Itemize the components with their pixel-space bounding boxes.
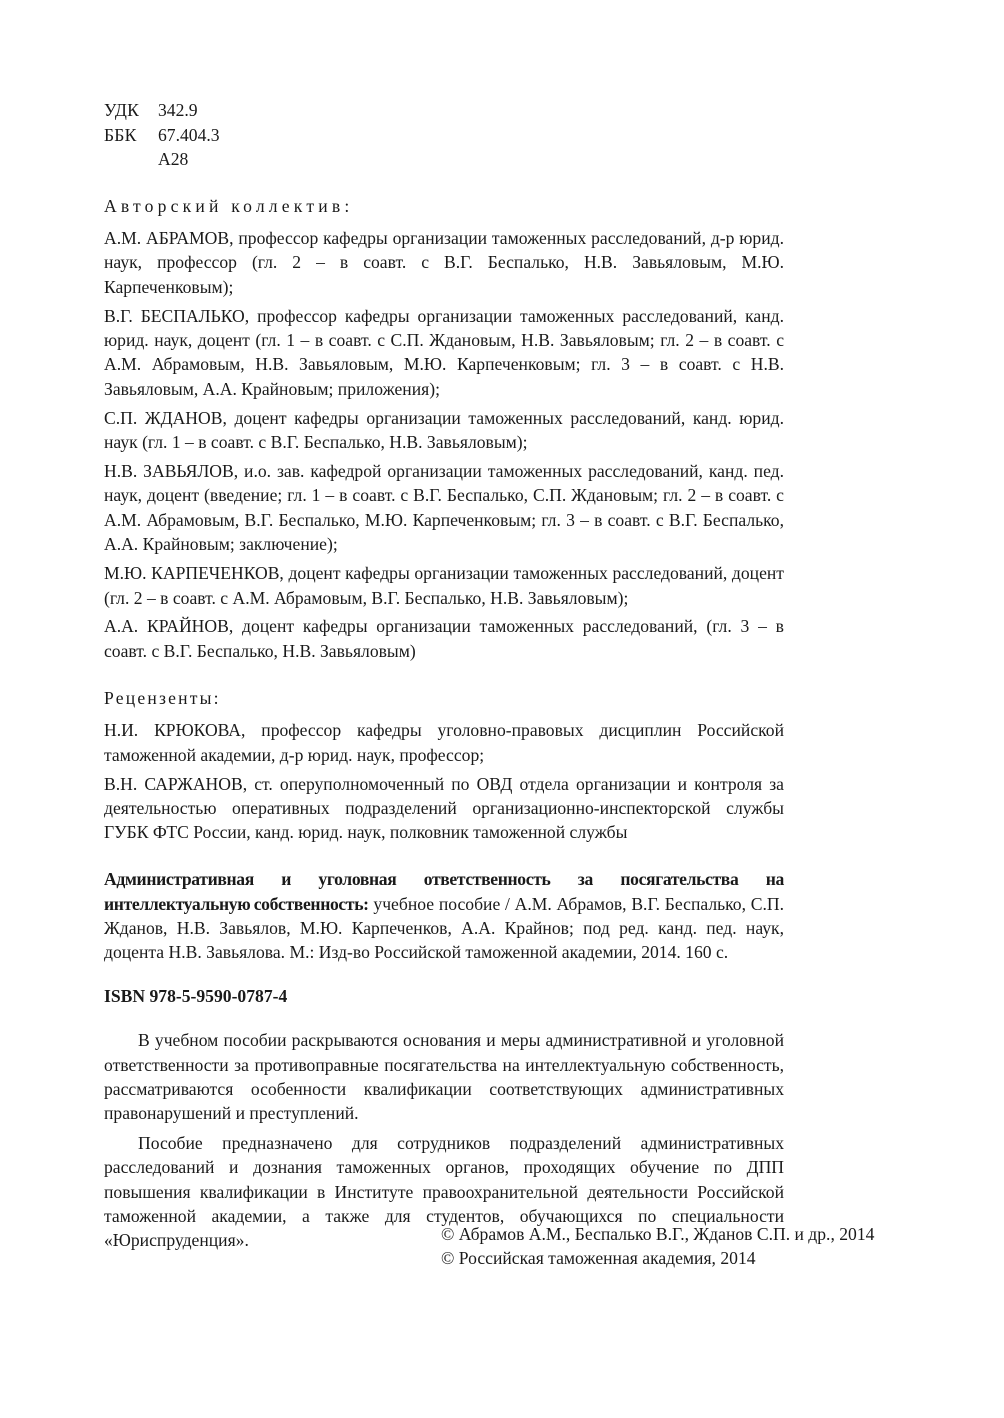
annotation-paragraph: Пособие предназначено для сотрудников подразделений административных расследований и дознания таможенных органов, проходящих обучение по ДПП повышения квалификации в Институте правоохранительной деятельности Российской таможенной академии, а также для студентов, обучающихся по специальности «Юриспруденция». — [104, 1132, 784, 1251]
authors-list — [104, 226, 784, 663]
author-entry: А.А. КРАЙНОВ, доцент кафедры организации таможенных расследований, (гл. 3 – в соавт. с В.Г. Беспалько, Н.В. Завьяловым) — [104, 616, 784, 661]
book-description: учебное пособие / А.М. Абрамов, В.Г. Беспалько, С.П. Жданов, Н.В. Завьялов, М.Ю. Карпеченков, А.А. Крайнов; под ред. канд. пед. наук, доцента Н.В. Завьялова. М.: Изд-во Российской таможенной академии, 2014. 160 с. — [104, 893, 784, 963]
code-value: 342.9 — [158, 100, 198, 120]
udc-code — [104, 98, 784, 123]
copyright-authors: © Абрамов А.М., Беспалько В.Г., Жданов С.П. и др., 2014 — [441, 1224, 875, 1244]
author-mark — [104, 147, 784, 172]
spacer — [104, 668, 784, 686]
copyright-block — [441, 1222, 874, 1271]
title-page-back — [104, 98, 784, 1258]
authors-heading: Авторский коллектив: — [104, 195, 354, 216]
reviewer-entry: В.Н. САРЖАНОВ, ст. оперуполномоченный по ОВД отдела организации и контроля за деятельностью оперативных подразделений организационно-инспекторской службы ГУБК ФТС России, канд. юрид. наук, полковник таможенной службы — [104, 773, 784, 843]
reviewers-list — [104, 718, 784, 845]
code-label: ББК — [104, 124, 137, 145]
code-label — [104, 147, 158, 172]
isbn: ISBN 978-5-9590-0787-4 — [104, 985, 288, 1006]
reviewer-entry: Н.И. КРЮКОВА, профессор кафедры уголовно-правовых дисциплин Российской таможенной академии, д-р юрид. наук, профессор; — [104, 720, 784, 765]
author-entry: Н.В. ЗАВЬЯЛОВ, и.о. зав. кафедрой организации таможенных расследований, канд. пед. наук, доцент (введение; гл. 1 – в соавт. с В.Г. Беспалько, С.П. Ждановым; гл. 2 – в соавт. с А.М. Абрамовым, В.Г. Беспалько, М.Ю. Карпеченковым; гл. 3 – в соавт. с В.Г. Беспалько, А.А. Крайновым; заключение); — [104, 461, 784, 555]
author-entry: В.Г. БЕСПАЛЬКО, профессор кафедры организации таможенных расследований, канд. юрид. наук, доцент (гл. 1 – в соавт. с С.П. Ждановым, Н.В. Завьяловым; гл. 2 – в соавт. с А.М. Абрамовым, Н.В. Завьяловым, М.Ю. Карпеченковым; гл. 3 – в соавт. с Н.В. Завьяловым, А.А. Крайновым; приложения); — [104, 305, 784, 399]
author-entry: М.Ю. КАРПЕЧЕНКОВ, доцент кафедры организации таможенных расследований, доцент (гл. 2 – в соавт. с А.М. Абрамовым, В.Г. Беспалько, Н.В. Завьяловым); — [104, 563, 784, 608]
classification-codes — [104, 98, 784, 172]
annotation-paragraph: В учебном пособии раскрываются основания и меры административной и уголовной ответственности за противоправные посягательства на интеллектуальную собственность, рассматриваются особенности квалификации соответствующих административных правонарушений и преступлений. — [104, 1030, 784, 1124]
bbk-code — [104, 123, 784, 148]
reviewers-heading: Рецензенты: — [104, 687, 221, 708]
annotation — [104, 1028, 784, 1253]
code-label: УДК — [104, 100, 140, 120]
code-value: 67.404.3 — [158, 124, 220, 145]
copyright-publisher: © Российская таможенная академия, 2014 — [441, 1248, 756, 1269]
bibliographic-record — [104, 867, 784, 965]
author-entry: А.М. АБРАМОВ, профессор кафедры организации таможенных расследований, д-р юрид. наук, профессор (гл. 2 – в соавт. с В.Г. Беспалько, Н.В. Завьяловым, М.Ю. Карпеченковым); — [104, 227, 784, 297]
author-entry: С.П. ЖДАНОВ, доцент кафедры организации таможенных расследований, канд. юрид. наук (гл. 1 – в соавт. с В.Г. Беспалько, Н.В. Завьяловым); — [104, 407, 784, 453]
code-value: А28 — [158, 149, 189, 169]
spacer — [104, 849, 784, 867]
book-title: Административная и уголовная ответственность за посягательства на интеллектуальную собственность: — [104, 869, 784, 914]
